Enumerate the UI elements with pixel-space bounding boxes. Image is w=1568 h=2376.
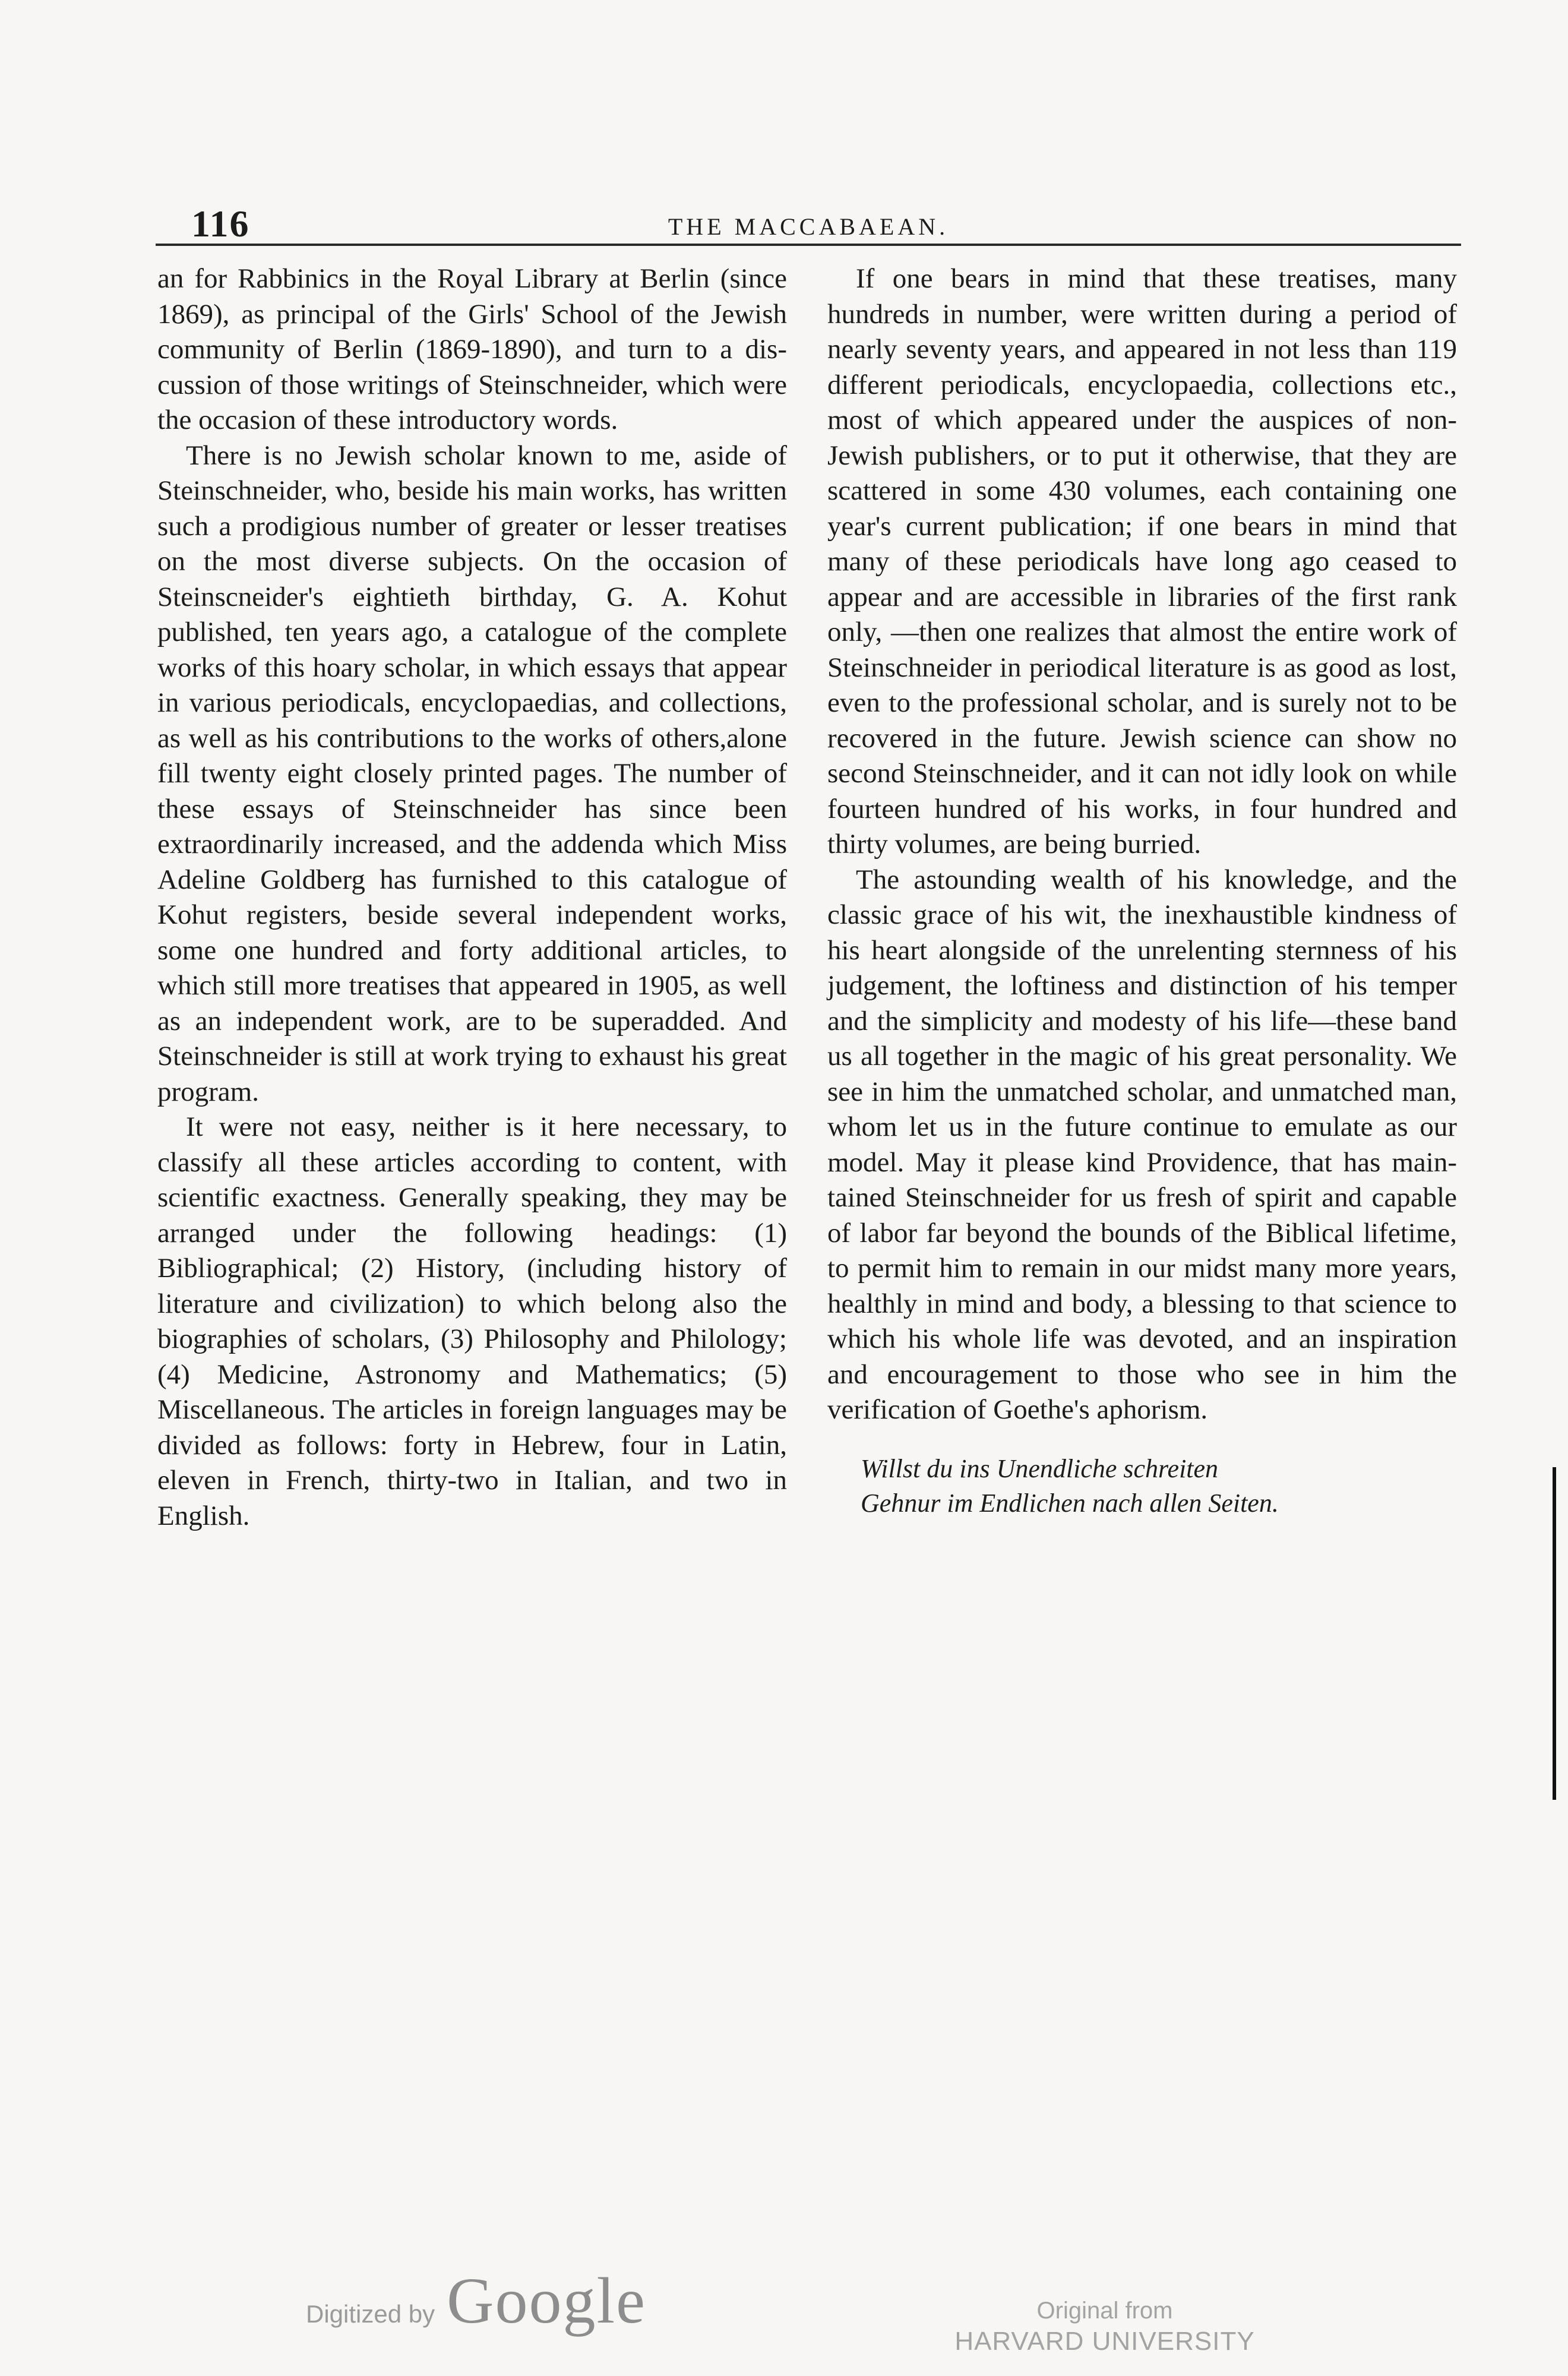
- paragraph: an for Rabbinics in the Royal Library at Berlin (since 1869), as principal of the Girls' School of the Jewish community of Berlin (1869-1890), and turn to a discussion of those writings of Steinschneider, which were the occasion of these introductory words.: [157, 263, 787, 435]
- running-head: THE MACCABAEAN.: [668, 213, 949, 240]
- margin-scan-mark: [1553, 1467, 1556, 1800]
- digitized-label: Digitized by: [306, 2300, 435, 2328]
- institution-name: HARVARD UNIVERSITY: [954, 2327, 1255, 2356]
- paragraph: It were not easy, neither is it here necessary, to classify all these articles according to content, with scientific exactness. Generally speaking, they may be arranged under the following headings: (1) Bibliographical; (2) History, (including history of literature and civilization) to which belong also the biographies of scholars, (3) Philosophy and Philology; (4) Medicine, Astronomy and Mathematics; (5) Miscellaneous. The articles in foreign languages may be divided as follows: forty in Hebrew, four in Latin, eleven in French, thirty-two in Italian, and two in English.: [157, 1111, 787, 1531]
- page-number: 116: [191, 203, 250, 245]
- digitized-by-watermark: [306, 2263, 646, 2340]
- paragraph: There is no Jewish scholar known to me, aside of Steinschneider, who, beside his main works, has written such a prodigious number of greater or lesser treatises on the most diverse subjects. On the occasion of Steinscneider's eightieth birthday, G. A. Kohut published, ten years ago, a catalogue of the complete works of this hoary scholar, in which essays that appear in various periodicals, encyclopaedias, and collections, as well as his contributions to the works of others,alone fill twenty eight closely printed pages. The number of these essays of Steinschneider has since been extraordinarily increased, and the addenda which Miss Adeline Goldberg has furnished to this catalogue of Kohut registers, beside several independent works, some one hundred and forty additional articles, to which still more treatises that appeared in 1905, as well as an independent work, are to be superadded. And Steinschneider is still at work trying to exhaust his great program.: [157, 440, 787, 1107]
- paragraph: If one bears in mind that these treatises, many hundreds in number, were written during a period of nearly seventy years, and appeared in not less than 119 different periodicals, encyclopaedia, collections etc., most of which appeared under the auspices of non-Jewish publishers, or to put it otherwise, that they are scattered in some 430 volumes, each containing one year's current publication; if one bears in mind that many of these periodicals have long ago ceased to appear and are accessible in libraries of the first rank only, —then one realizes that almost the entire work of Steinschneider in periodical literature is as good as lost, even to the professional scholar, and is surely not to be recovered in the future. Jewish science can show no second Steinschneider, and it can not idly look on while fourteen hundred of his works, in four hundred and thirty volumes, are being burried.: [827, 263, 1457, 860]
- google-logo: Google: [447, 2264, 646, 2337]
- quote-line: Willst du ins Unendliche schreiten: [861, 1454, 1219, 1483]
- goethe-quote: [827, 1452, 1457, 1521]
- original-from-label: Original from: [1036, 2298, 1173, 2324]
- page-header: [156, 202, 1461, 244]
- right-column: [827, 261, 1457, 1521]
- paragraph: The astounding wealth of his knowledge, and the classic grace of his wit, the inexhaustible kindness of his heart alongside of the unrelenting sternness of his judgement, the loftiness and distinction of his temper and the simplicity and modesty of his life—these band us all together in the magic of his great personality. We see in him the unmatched scholar, and unmatched man, whom let us in the future continue to emulate as our model. May it please kind Providence, that has maintained Steinschneider for us fresh of spirit and capable of labor far beyond the bounds of the Biblical lifetime, to permit him to remain in our midst many more years, healthly in mind and body, a blessing to that science to which his whole life was devoted, and an inspiration and encouragement to those who see in him the verification of Goethe's aphorism.: [827, 864, 1457, 1425]
- original-from-watermark: [950, 2296, 1259, 2358]
- quote-line: Gehnur im Endlichen nach allen Seiten.: [861, 1488, 1279, 1518]
- left-column: [157, 261, 787, 1534]
- header-rule: [156, 244, 1461, 246]
